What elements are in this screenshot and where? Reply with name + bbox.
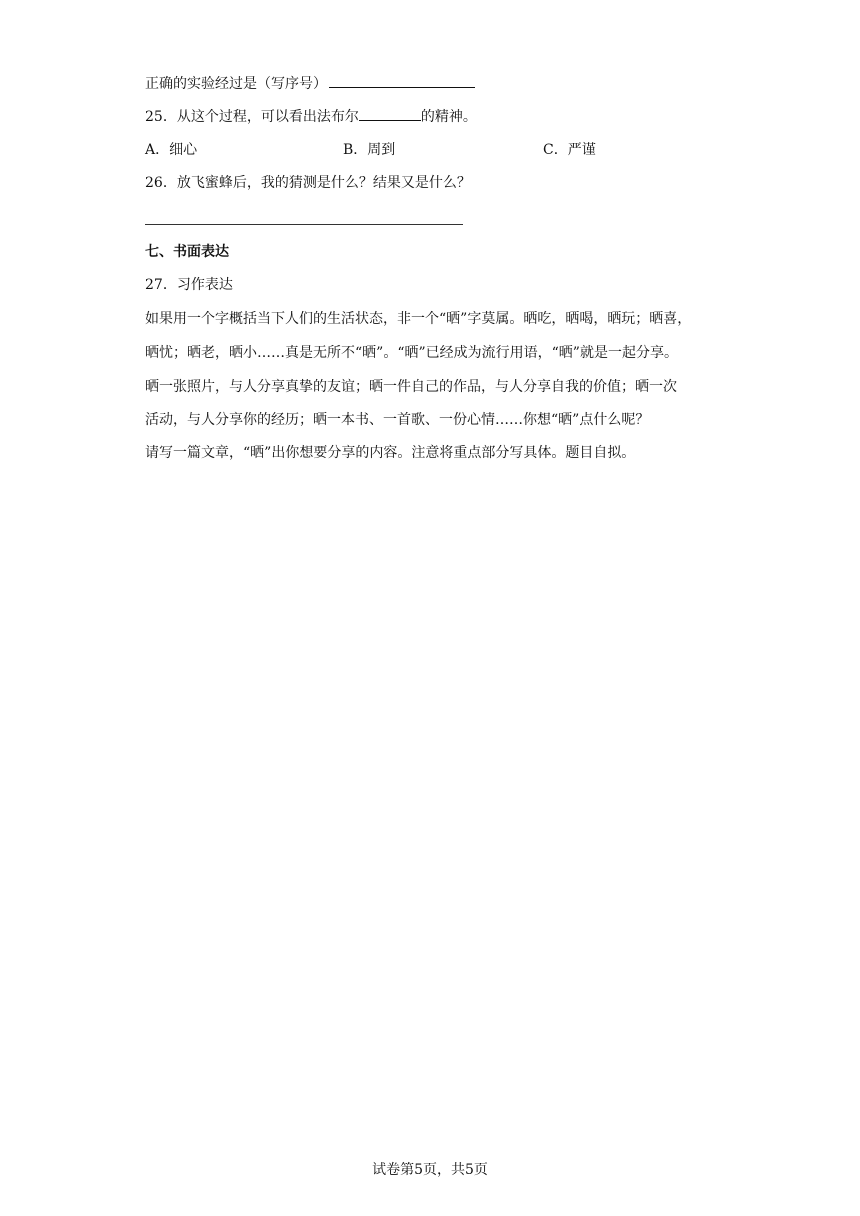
q24-answer-line	[145, 73, 475, 94]
q25-option-b[interactable]: B．周到	[343, 142, 396, 158]
section-7-heading: 七、书面表达	[145, 244, 229, 260]
question-25	[145, 106, 477, 127]
q25-option-c[interactable]: C．严谨	[543, 142, 596, 158]
question-26: 26．放飞蜜蜂后，我的猜测是什么？结果又是什么？	[145, 175, 471, 191]
q25-option-a[interactable]: A．细心	[145, 142, 198, 158]
q27-prompt-line-4: 活动，与人分享你的经历；晒一本书、一首歌、一份心情……你想“晒”点什么呢？	[145, 412, 650, 428]
page-footer: 试卷第5页，共5页	[372, 1162, 488, 1178]
q27-prompt-line-1: 如果用一个字概括当下人们的生活状态，非一个“晒”字莫属。晒吃，晒喝，晒玩；晒喜，	[145, 311, 692, 327]
q27-prompt-line-5: 请写一篇文章，“晒”出你想要分享的内容。注意将重点部分写具体。题目自拟。	[145, 445, 636, 461]
q27-prompt-line-2: 晒忧；晒老，晒小……真是无所不“晒”。“晒”已经成为流行用语，“晒”就是一起分享。	[145, 345, 678, 361]
q25-suffix: 的精神。	[420, 109, 477, 125]
q25-prefix: 25．从这个过程，可以看出法布尔	[145, 109, 359, 125]
q24-answer-blank[interactable]	[329, 73, 475, 88]
q25-blank[interactable]	[359, 106, 421, 121]
q27-prompt-line-3: 晒一张照片，与人分享真挚的友谊；晒一件自己的作品，与人分享自我的价值；晒一次	[145, 379, 677, 395]
q24-answer-prompt: 正确的实验经过是（写序号）	[145, 76, 327, 92]
question-27-label: 27．习作表达	[145, 277, 233, 293]
q26-answer-line[interactable]	[145, 224, 463, 225]
